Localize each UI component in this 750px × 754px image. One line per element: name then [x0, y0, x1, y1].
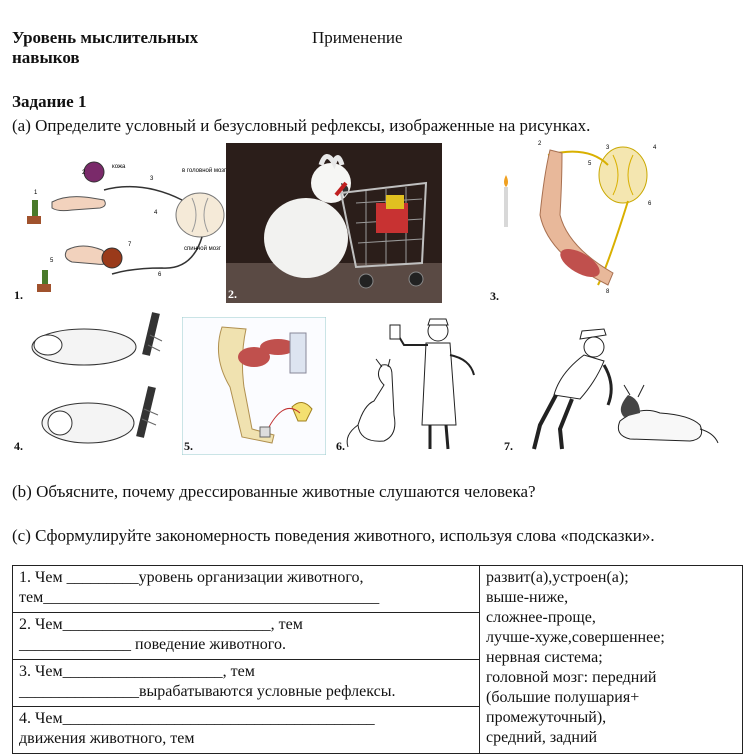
- figure-7-man-and-lying-dog: [500, 325, 722, 455]
- skills-line-1: Уровень мыслительных: [12, 28, 199, 47]
- svg-text:6: 6: [648, 201, 652, 207]
- statement-3: [13, 659, 479, 706]
- skill-level-value: Применение: [312, 28, 403, 47]
- figure-1-number: 1.: [14, 288, 23, 302]
- statement-3-line-1: 3. Чем____________________, тем: [19, 663, 255, 680]
- task-title: Задание 1: [12, 92, 87, 111]
- figure-7-number: 7.: [504, 439, 513, 453]
- figure-4-number: 4.: [14, 439, 23, 453]
- hint-line: лучше-хуже,совершеннее;: [486, 629, 665, 646]
- fig1-num-6: 6: [158, 272, 162, 278]
- hint-line: (большие полушария+: [486, 689, 640, 706]
- fig1-num-1: 1: [34, 190, 38, 196]
- statement-2-line-1: 2. Чем__________________________, тем: [19, 616, 303, 633]
- svg-text:2: 2: [538, 141, 542, 147]
- fig1-num-4: 4: [154, 210, 158, 216]
- parrot-cart-image: [226, 143, 442, 303]
- part-a-text: (a) Определите условный и безусловный рефлексы, изображенные на рисунках.: [12, 116, 591, 135]
- man-lying-dog-drawing: [500, 325, 722, 455]
- fig1-label-brain: в головной мозг: [182, 168, 227, 174]
- arm-reflex-diagram: [488, 135, 668, 303]
- figure-6-number: 6.: [336, 439, 345, 453]
- svg-text:8: 8: [606, 289, 610, 295]
- figure-4-puppies: [12, 305, 180, 455]
- svg-text:4: 4: [653, 145, 657, 151]
- hint-line: сложнее-проще,: [486, 609, 596, 626]
- fig1-label-spinal: спинной мозг: [184, 246, 221, 252]
- behavior-pattern-table: [12, 565, 743, 754]
- table-row: [13, 566, 743, 754]
- part-b-text: (b) Объясните, почему дрессированные животные слушаются человека?: [12, 482, 536, 501]
- fig1-label-skin: кожа: [112, 164, 126, 170]
- figure-5-leg-reflex: [182, 317, 326, 455]
- svg-text:3: 3: [606, 145, 610, 151]
- fig1-num-5: 5: [50, 258, 54, 264]
- hint-line: промежуточный),: [486, 709, 607, 726]
- reflex-arc-diagram: [12, 150, 232, 302]
- skills-line-2: навыков: [12, 48, 80, 67]
- statement-4-line-1: 4. Чем_______________________________________: [19, 710, 375, 727]
- hint-line: средний, задний: [486, 729, 598, 746]
- figure-2-parrot-photo: [226, 143, 442, 303]
- statement-2: [13, 612, 479, 659]
- leg-reflex-diagram: [182, 317, 326, 455]
- figure-3-number: 3.: [490, 289, 499, 303]
- hint-line: выше-ниже,: [486, 589, 569, 606]
- figure-5-number: 5.: [184, 439, 193, 453]
- statement-4-line-2: движения животного, тем: [19, 730, 195, 747]
- hint-line: головной мозг: передний: [486, 669, 657, 686]
- svg-text:5: 5: [588, 161, 592, 167]
- figure-3-arm-reflex: [488, 135, 668, 303]
- thinking-skills-label: [12, 28, 198, 68]
- part-c-text: (c) Сформулируйте закономерность поведения животного, используя слова «подсказки».: [12, 526, 655, 545]
- fig1-num-2: 2: [82, 170, 86, 176]
- man-dog-drawing: [334, 315, 498, 455]
- statement-2-line-2: ______________ поведение животного.: [19, 636, 286, 653]
- fig1-num-7: 7: [128, 242, 132, 248]
- figure-2-number: 2.: [228, 287, 237, 301]
- hint-line: нервная система;: [486, 649, 603, 666]
- statement-1-line-1: 1. Чем _________уровень организации животного,: [19, 569, 364, 586]
- figure-6-man-and-dog: [334, 315, 498, 455]
- figure-1-reflex-arc: [12, 150, 232, 302]
- statements-cell: [13, 566, 480, 754]
- statement-1: [13, 566, 479, 612]
- fig1-num-3: 3: [150, 176, 154, 182]
- statement-1-line-2: тем__________________________________________: [19, 589, 380, 606]
- statement-4: [13, 706, 479, 753]
- statement-3-line-2: _______________вырабатываются условные рефлексы.: [19, 683, 396, 700]
- hint-line: развит(а),устроен(а);: [486, 569, 629, 586]
- puppies-drawing: [12, 305, 180, 455]
- hint-words-cell: [480, 566, 743, 754]
